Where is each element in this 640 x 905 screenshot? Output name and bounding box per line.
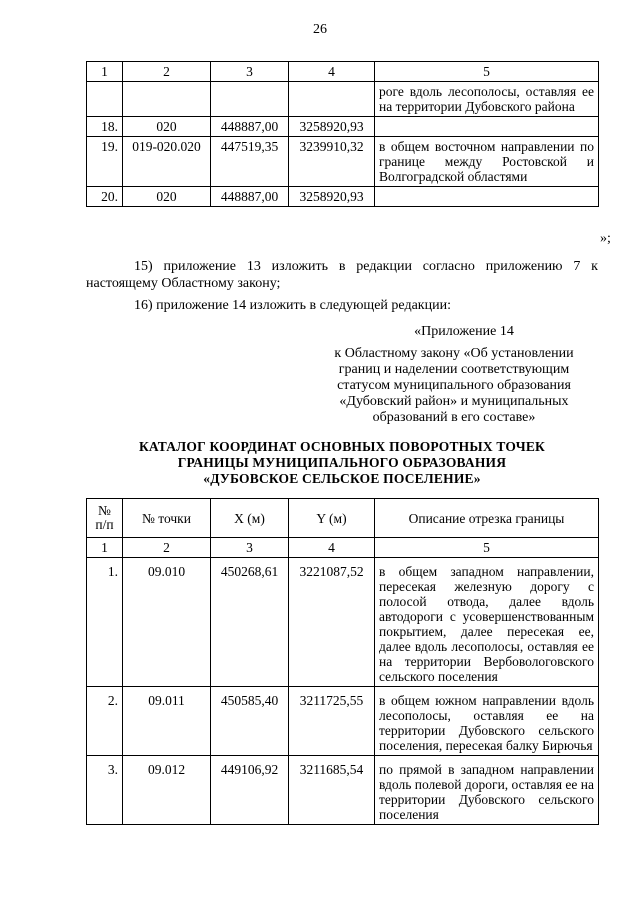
header-pp: п/п (95, 517, 114, 532)
segment-description: по прямой в западном направлении вдоль полевой дороги, оставляя ее на территории Дубовского сельского поселения (375, 756, 599, 825)
segment-description: в общем восточном направлении по границе между Ростовской и Волгоградской областями (375, 137, 599, 187)
appendix-line: статусом муниципального образования (337, 378, 571, 393)
col-number: 2 (123, 62, 211, 82)
page-number: 26 (313, 22, 327, 37)
table-row (87, 137, 599, 187)
y-coord: 3211685,54 (289, 756, 375, 825)
boundary-table-continued (86, 61, 599, 207)
table-number-row (87, 538, 599, 558)
header-row-number (87, 499, 123, 538)
point-id: 020 (123, 187, 211, 207)
point-id: 09.010 (123, 558, 211, 687)
segment-description: роге вдоль лесополосы, оставляя ее на территории Дубовского района (375, 82, 599, 117)
point-id: 019-020.020 (123, 137, 211, 187)
x-coord: 449106,92 (211, 756, 289, 825)
y-coord: 3211725,55 (289, 687, 375, 756)
header-x: X (м) (211, 499, 289, 538)
x-coord (211, 82, 289, 117)
table-row (87, 117, 599, 137)
catalog-title (86, 439, 598, 487)
table-row (87, 756, 599, 825)
x-coord: 450268,61 (211, 558, 289, 687)
x-coord: 448887,00 (211, 187, 289, 207)
catalog-title-line: КАТАЛОГ КООРДИНАТ ОСНОВНЫХ ПОВОРОТНЫХ ТОЧЕК (138, 439, 546, 454)
table-row (87, 558, 599, 687)
table-number-row (87, 62, 599, 82)
segment-description (375, 187, 599, 207)
y-coord: 3258920,93 (289, 117, 375, 137)
table-header-row (87, 499, 599, 538)
appendix-line: образований в его составе» (372, 410, 536, 425)
paragraph-16: 16) приложение 14 изложить в следующей редакции: (134, 298, 451, 313)
header-description: Описание отрезка границы (375, 499, 599, 538)
col-number: 4 (289, 538, 375, 558)
table-row (87, 187, 599, 207)
row-index: 19. (87, 137, 123, 187)
appendix-header (310, 324, 598, 426)
x-coord: 447519,35 (211, 137, 289, 187)
appendix-title: «Приложение 14 (414, 324, 514, 339)
segment-description: в общем южном направлении вдоль лесополосы, оставляя ее на территории Дубовского сельского поселения, пересекая балку Бирючья (375, 687, 599, 756)
row-index (87, 82, 123, 117)
paragraph-15: 15) приложение 13 изложить в редакции согласно приложению 7 к настоящему Областному закону; (86, 259, 598, 291)
header-y: Y (м) (289, 499, 375, 538)
col-number: 4 (289, 62, 375, 82)
header-point: № точки (123, 499, 211, 538)
segment-description: в общем западном направлении, пересекая железную дорогу с полосой отвода, далее вдоль автодороги с усовершенствованным покрытием, далее пересекая ее, далее вдоль лесополосы, оставляя ее на территории Вербовологовского сельского поселения (375, 558, 599, 687)
catalog-title-line: «ДУБОВСКОЕ СЕЛЬСКОЕ ПОСЕЛЕНИЕ» (203, 471, 481, 486)
closing-quote-mark: »; (600, 231, 611, 246)
y-coord: 3221087,52 (289, 558, 375, 687)
x-coord: 450585,40 (211, 687, 289, 756)
appendix-line: границ и наделении соответствующим (338, 362, 570, 377)
row-index: 18. (87, 117, 123, 137)
y-coord: 3258920,93 (289, 187, 375, 207)
row-index: 2. (87, 687, 123, 756)
col-number: 5 (375, 62, 599, 82)
catalog-title-line: ГРАНИЦЫ МУНИЦИПАЛЬНОГО ОБРАЗОВАНИЯ (177, 455, 507, 470)
col-number: 5 (375, 538, 599, 558)
point-id: 09.011 (123, 687, 211, 756)
col-number: 3 (211, 538, 289, 558)
header-number-sign: № (98, 503, 111, 518)
col-number: 1 (87, 62, 123, 82)
col-number: 3 (211, 62, 289, 82)
table-row (87, 82, 599, 117)
appendix-line: к Областному закону «Об установлении (334, 346, 574, 361)
appendix-line: «Дубовский район» и муниципальных (339, 394, 569, 409)
x-coord: 448887,00 (211, 117, 289, 137)
col-number: 1 (87, 538, 123, 558)
row-index: 20. (87, 187, 123, 207)
coordinates-catalog-table (86, 498, 599, 825)
row-index: 3. (87, 756, 123, 825)
row-index: 1. (87, 558, 123, 687)
point-id (123, 82, 211, 117)
segment-description (375, 117, 599, 137)
y-coord: 3239910,32 (289, 137, 375, 187)
table-row (87, 687, 599, 756)
col-number: 2 (123, 538, 211, 558)
point-id: 020 (123, 117, 211, 137)
point-id: 09.012 (123, 756, 211, 825)
y-coord (289, 82, 375, 117)
